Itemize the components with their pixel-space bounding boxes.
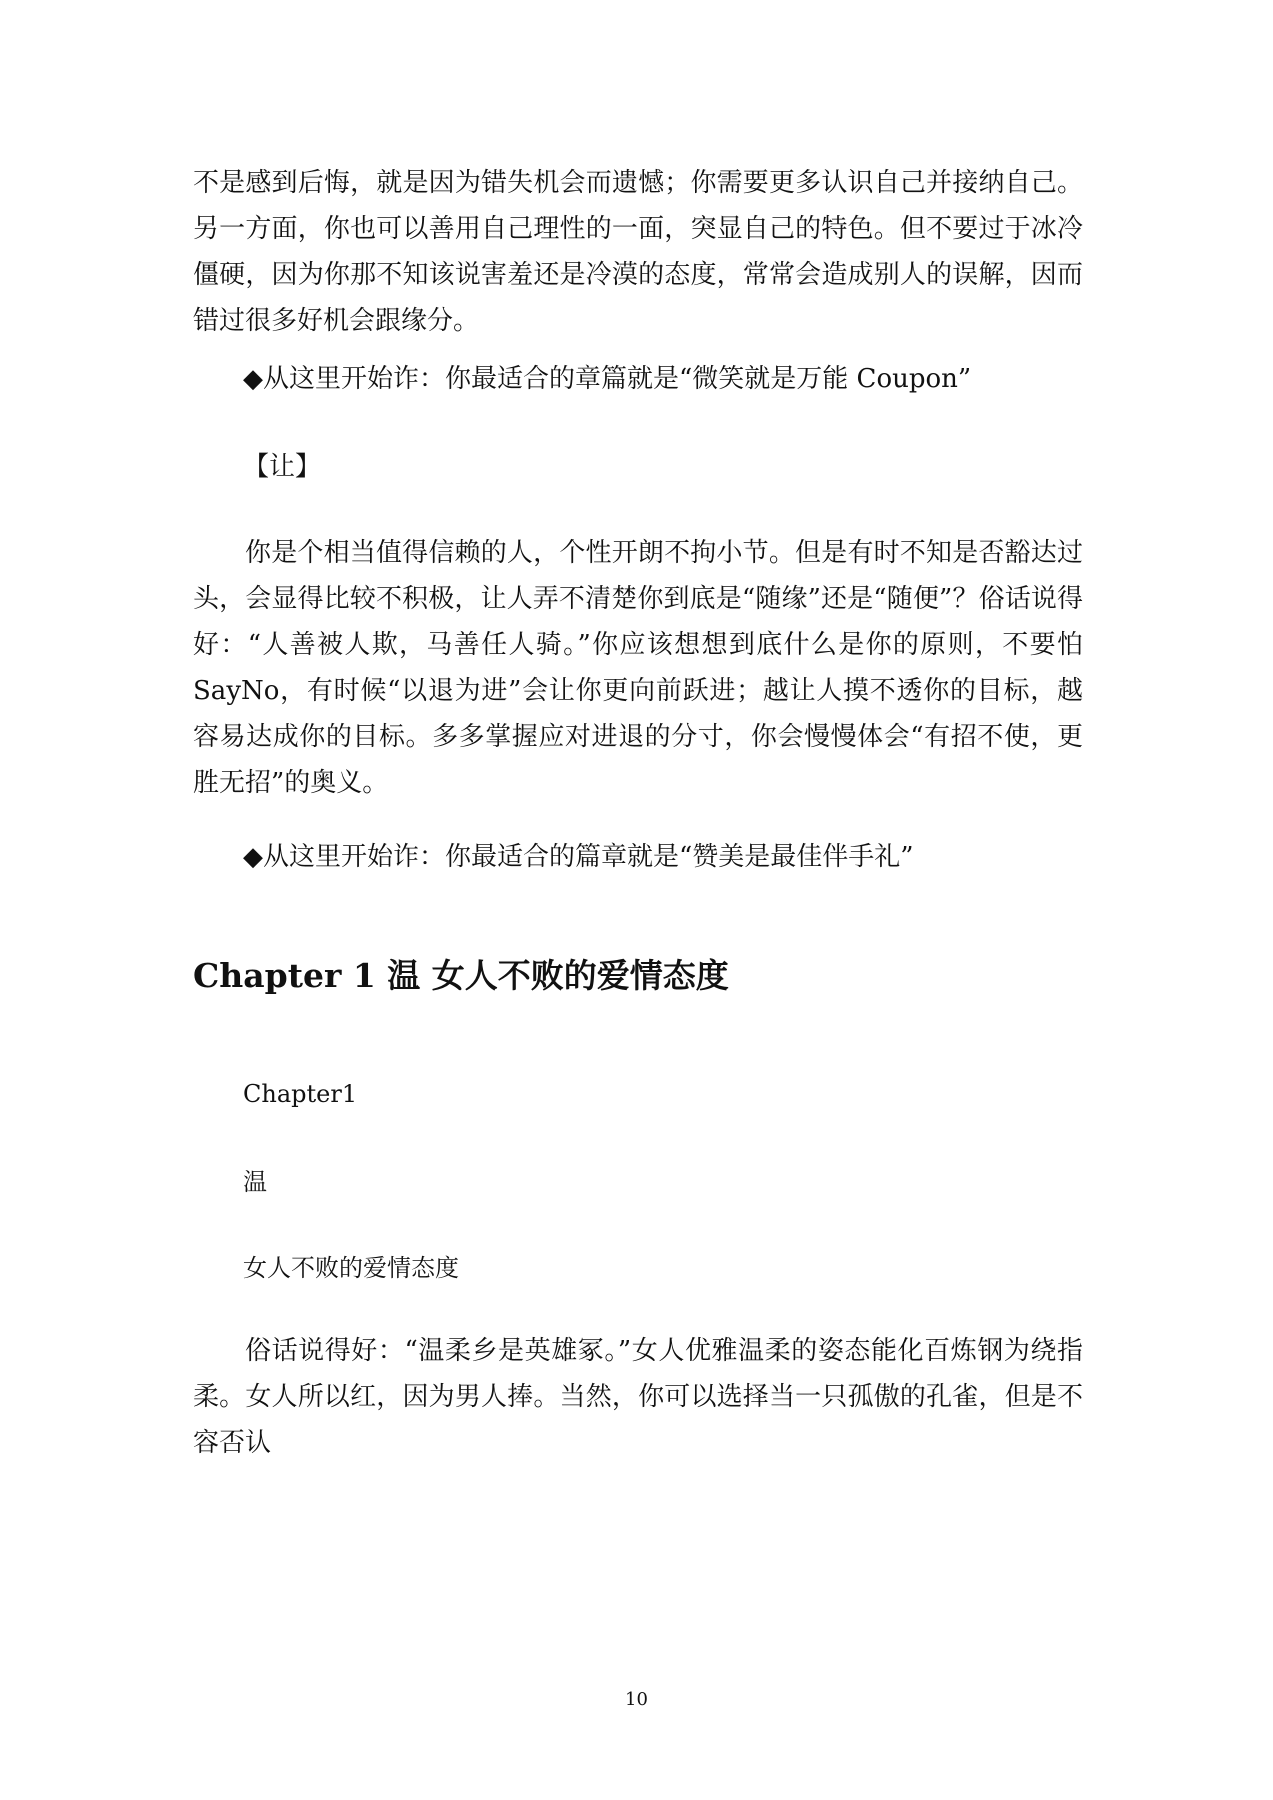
chapter-char-line: 温 [243, 1168, 267, 1196]
paragraph-gentleness: 俗话说得好：“温柔乡是英雄冢。”女人优雅温柔的姿态能化百炼钢为绕指柔。女人所以红，因为男人捧。当然，你可以选择当一只孤傲的孔雀，但是不容否认 [193, 1336, 1083, 1458]
paragraph-rang: 你是个相当值得信赖的人，个性开朗不拘小节。但是有时不知是否豁达过头，会显得比较不积极，让人弄不清楚你到底是“随缘”还是“随便”？俗话说得好：“人善被人欺，马善任人骑。”你应该想想到底什么是你的原则，不要怕 SayNo，有时候“以退为进”会让你更向前跃进；越让人摸不透你的目标，越容易达成你的目标。多多掌握应对进退的分寸，你会慢慢体会“有招不使，更胜无招”的奥义。 [193, 538, 1083, 798]
chapter-subtitle-line: 女人不败的爱情态度 [243, 1254, 459, 1282]
section-title-rang: 【让】 [243, 452, 322, 482]
page-number: 10 [625, 1689, 648, 1710]
chapter-recommendation-note-1: ◆从这里开始诈：你最适合的章篇就是“微笑就是万能 Coupon” [243, 364, 972, 394]
chapter-label-line: Chapter1 [243, 1080, 358, 1108]
chapter-heading: Chapter 1 温 女人不败的爱情态度 [193, 956, 729, 995]
paragraph-self-acceptance: 不是感到后悔，就是因为错失机会而遗憾；你需要更多认识自己并接纳自己。另一方面，你也可以善用自己理性的一面，突显自己的特色。但不要过于冰冷僵硬，因为你那不知该说害羞还是冷漠的态度，常常会造成别人的误解，因而错过很多好机会跟缘分。 [193, 168, 1083, 336]
chapter-recommendation-note-2: ◆从这里开始诈：你最适合的篇章就是“赞美是最佳伴手礼” [243, 842, 914, 872]
